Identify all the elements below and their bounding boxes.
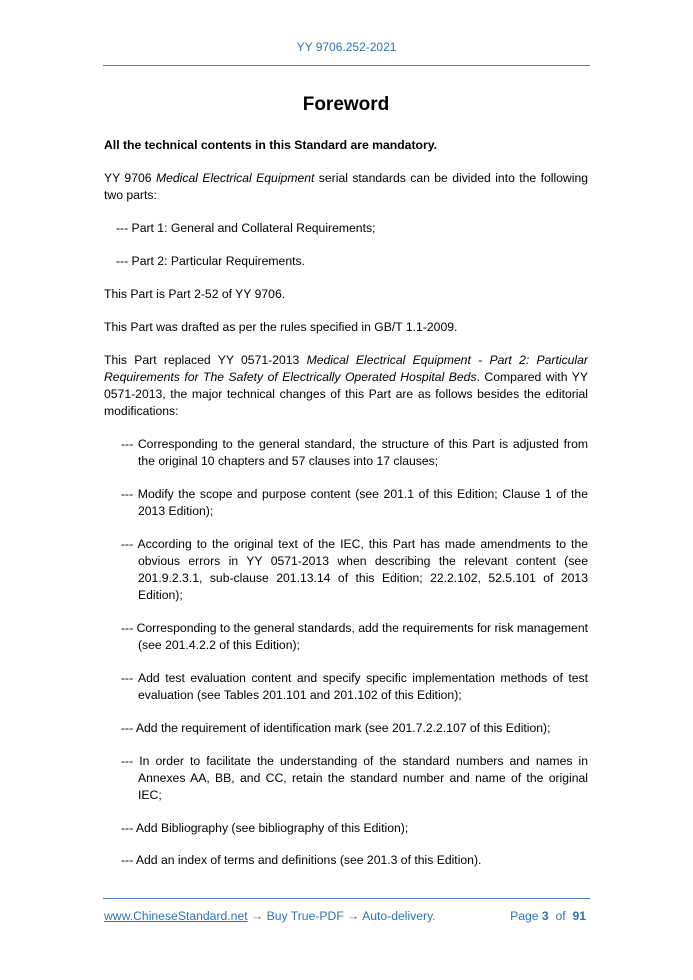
intro-pre: YY 9706 (104, 171, 156, 185)
footer-tagline: → Buy True-PDF → Auto-delivery. (247, 909, 436, 923)
page-number (510, 909, 586, 923)
page-current: 3 (541, 909, 549, 923)
change-item: --- Add an index of terms and definitions (see 201.3 of this Edition). (121, 853, 482, 867)
replaced-paragraph (104, 352, 588, 420)
intro-paragraph (104, 170, 588, 204)
page-total: 91 (572, 909, 586, 923)
website-link[interactable]: www.ChineseStandard.net (104, 909, 248, 923)
change-item: --- Add the requirement of identification mark (see 201.7.2.2.107 of this Edition); (121, 721, 551, 735)
change-item: --- Modify the scope and purpose content (see 201.1 of this Edition; Clause 1 of the 2013 Edition); (121, 487, 588, 518)
running-header: YY 9706.252-2021 (296, 40, 397, 54)
intro-italic: Medical Electrical Equipment (155, 171, 315, 185)
part-of-statement: This Part is Part 2-52 of YY 9706. (104, 287, 286, 301)
intro-post: serial standards can be divided into the following two parts: (104, 171, 588, 202)
replaced-pre: This Part replaced YY 0571-2013 (104, 353, 307, 367)
change-item: --- In order to facilitate the understanding of the standard numbers and names in Annexes AA, BB, and CC, retain the standard number and name of the original IEC; (121, 754, 588, 802)
change-item: --- According to the original text of the IEC, this Part has made amendments to the obvious errors in YY 0571-2013 when describing the relevant content (see 201.9.2.3.1, sub-clause 201.13.14 of this Edition; 22.2.102, 52.5.101 of 2013 Edition); (121, 537, 588, 602)
replaced-italic: Medical Electrical Equipment - Part 2: Particular Requirements for The Safety of Electrically Operated Hospital Beds (104, 353, 588, 384)
change-item: --- Add Bibliography (see bibliography of this Edition); (121, 821, 409, 835)
page-title: Foreword (302, 94, 390, 115)
change-item: --- Corresponding to the general standards, add the requirements for risk management (see 201.4.2.2 of this Edition); (121, 621, 588, 652)
drafted-statement: This Part was drafted as per the rules specified in GB/T 1.1-2009. (104, 320, 458, 334)
mandatory-statement: All the technical contents in this Standard are mandatory. (104, 138, 437, 152)
part-list-item: --- Part 2: Particular Requirements. (116, 254, 305, 268)
header-divider (103, 65, 590, 66)
changes-list (104, 436, 588, 869)
footer-promo (104, 909, 436, 923)
document-body (104, 94, 588, 885)
footer-divider (103, 898, 590, 899)
change-item: --- Corresponding to the general standard, the structure of this Part is adjusted from the original 10 chapters and 57 clauses into 17 clauses; (121, 437, 588, 468)
change-item: --- Add test evaluation content and specify specific implementation methods of test evaluation (see Tables 201.101 and 201.102 of this Edition); (121, 671, 588, 702)
page-label: Page (510, 909, 539, 923)
page-of: of (555, 909, 566, 923)
part-list-item: --- Part 1: General and Collateral Requirements; (116, 221, 376, 235)
replaced-post: . Compared with YY 0571-2013, the major technical changes of this Part are as follows besides the editorial modifications: (104, 370, 588, 418)
